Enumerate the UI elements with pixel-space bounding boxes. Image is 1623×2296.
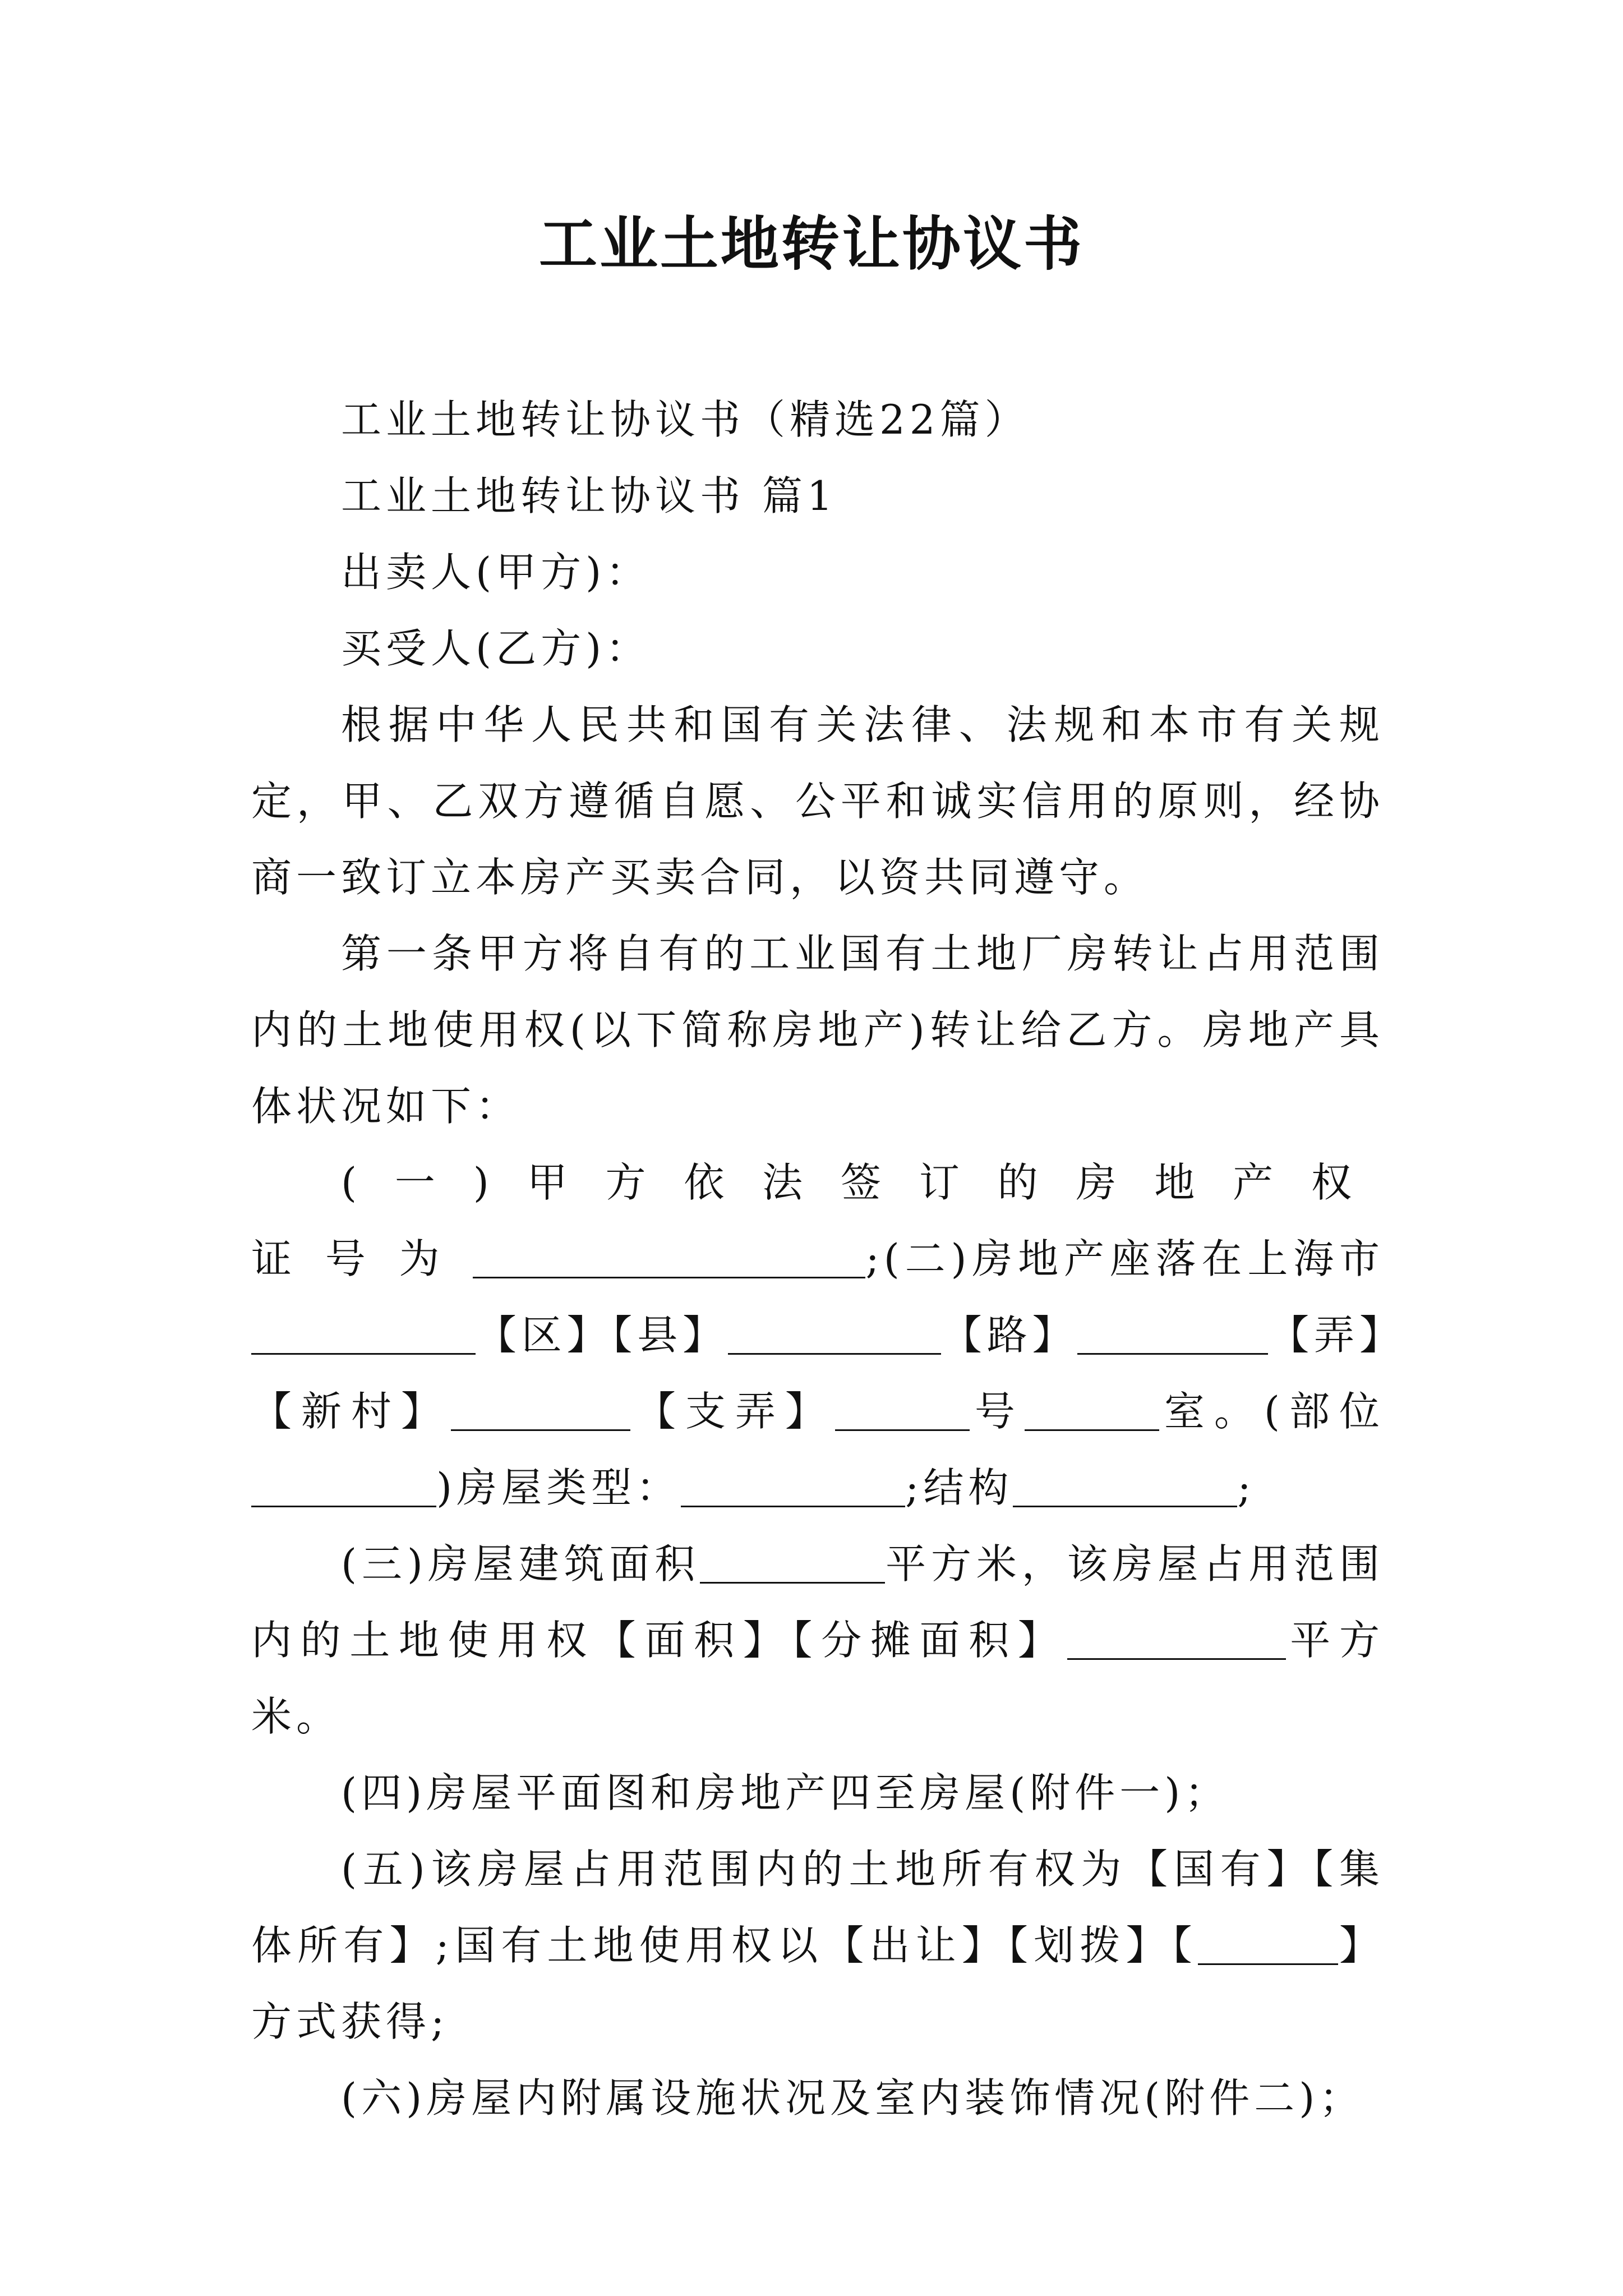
- sub-lane-text: 【支弄】: [630, 1388, 835, 1435]
- land-area-text: 平方米，该房屋占用范围内的土地使用权【面积】【分摊面积】: [251, 1540, 1384, 1664]
- item-3-paragraph: [251, 1526, 1384, 1755]
- item-4-paragraph: (四)房屋平面图和房地产四至房屋(附件一)；: [341, 1769, 1230, 1816]
- road-blank: [1077, 1305, 1268, 1355]
- district-county-text: 【区】【县】: [476, 1312, 728, 1359]
- position-blank: [251, 1457, 436, 1507]
- room-number-blank: [1025, 1381, 1159, 1431]
- lane-village-text: 【弄】【新村】: [251, 1312, 1384, 1435]
- sub-lane-blank: [835, 1381, 970, 1431]
- item-1-paragraph: [251, 1144, 1384, 1526]
- seller-line: 出卖人(甲方)：: [341, 549, 651, 596]
- city-blank: [251, 1305, 476, 1355]
- lane-blank: [451, 1381, 630, 1431]
- house-type-blank: [681, 1457, 905, 1507]
- document-title: 工业土地转让协议书: [538, 209, 1084, 278]
- structure-blank: [1013, 1457, 1237, 1507]
- buyer-line: 买受人(乙方)：: [341, 625, 651, 672]
- building-area-text: (三)房屋建筑面积: [341, 1540, 700, 1588]
- house-type-text: 房屋类型：: [457, 1464, 681, 1511]
- building-area-blank: [700, 1534, 885, 1584]
- item-1-certificate-text: (一)甲方依法签订的房地产权证号为: [251, 1159, 1384, 1282]
- chapter-heading: 工业土地转让协议书 篇1: [341, 472, 837, 519]
- item-6-paragraph: (六)房屋内附属设施状况及室内装饰情况(附件二)；: [341, 2074, 1364, 2122]
- document-body: [251, 381, 1384, 2136]
- subtitle-line: 工业土地转让协议书（精选22篇）: [341, 396, 1030, 443]
- district-blank: [728, 1305, 941, 1355]
- acquisition-text: 】方式获得;: [251, 1922, 1384, 2045]
- room-position-text: 室。(部位: [1159, 1388, 1384, 1435]
- structure-text: ;结构: [905, 1464, 1013, 1511]
- certificate-number-blank: [473, 1228, 865, 1278]
- structure-end: ;: [1237, 1464, 1256, 1511]
- square-meter-text: 平方米。: [251, 1617, 1384, 1740]
- land-area-blank: [1067, 1610, 1286, 1660]
- closing-paren: ): [436, 1464, 457, 1511]
- acquisition-method-blank: [1198, 1915, 1338, 1965]
- number-text: 号: [969, 1388, 1025, 1435]
- article-1-paragraph: 第一条甲方将自有的工业国有土地厂房转让占用范围内的土地使用权(以下简称房地产)转让给乙方。房地产具体状况如下：: [251, 930, 1384, 1130]
- preamble-paragraph: 根据中华人民共和国有关法律、法规和本市有关规定，甲、乙双方遵循自愿、公平和诚实信用的原则，经协商一致订立本房产买卖合同，以资共同遵守。: [251, 701, 1384, 901]
- item-5-paragraph: [251, 1831, 1384, 2060]
- ownership-text: (五)该房屋占用范围内的土地所有权为【国有】【集体所有】;国有土地使用权以【出让】【划拨】【: [251, 1846, 1384, 1969]
- item-2-location-text: ;(二)房地产座落在上海市: [865, 1235, 1384, 1282]
- road-text: 【路】: [940, 1312, 1078, 1359]
